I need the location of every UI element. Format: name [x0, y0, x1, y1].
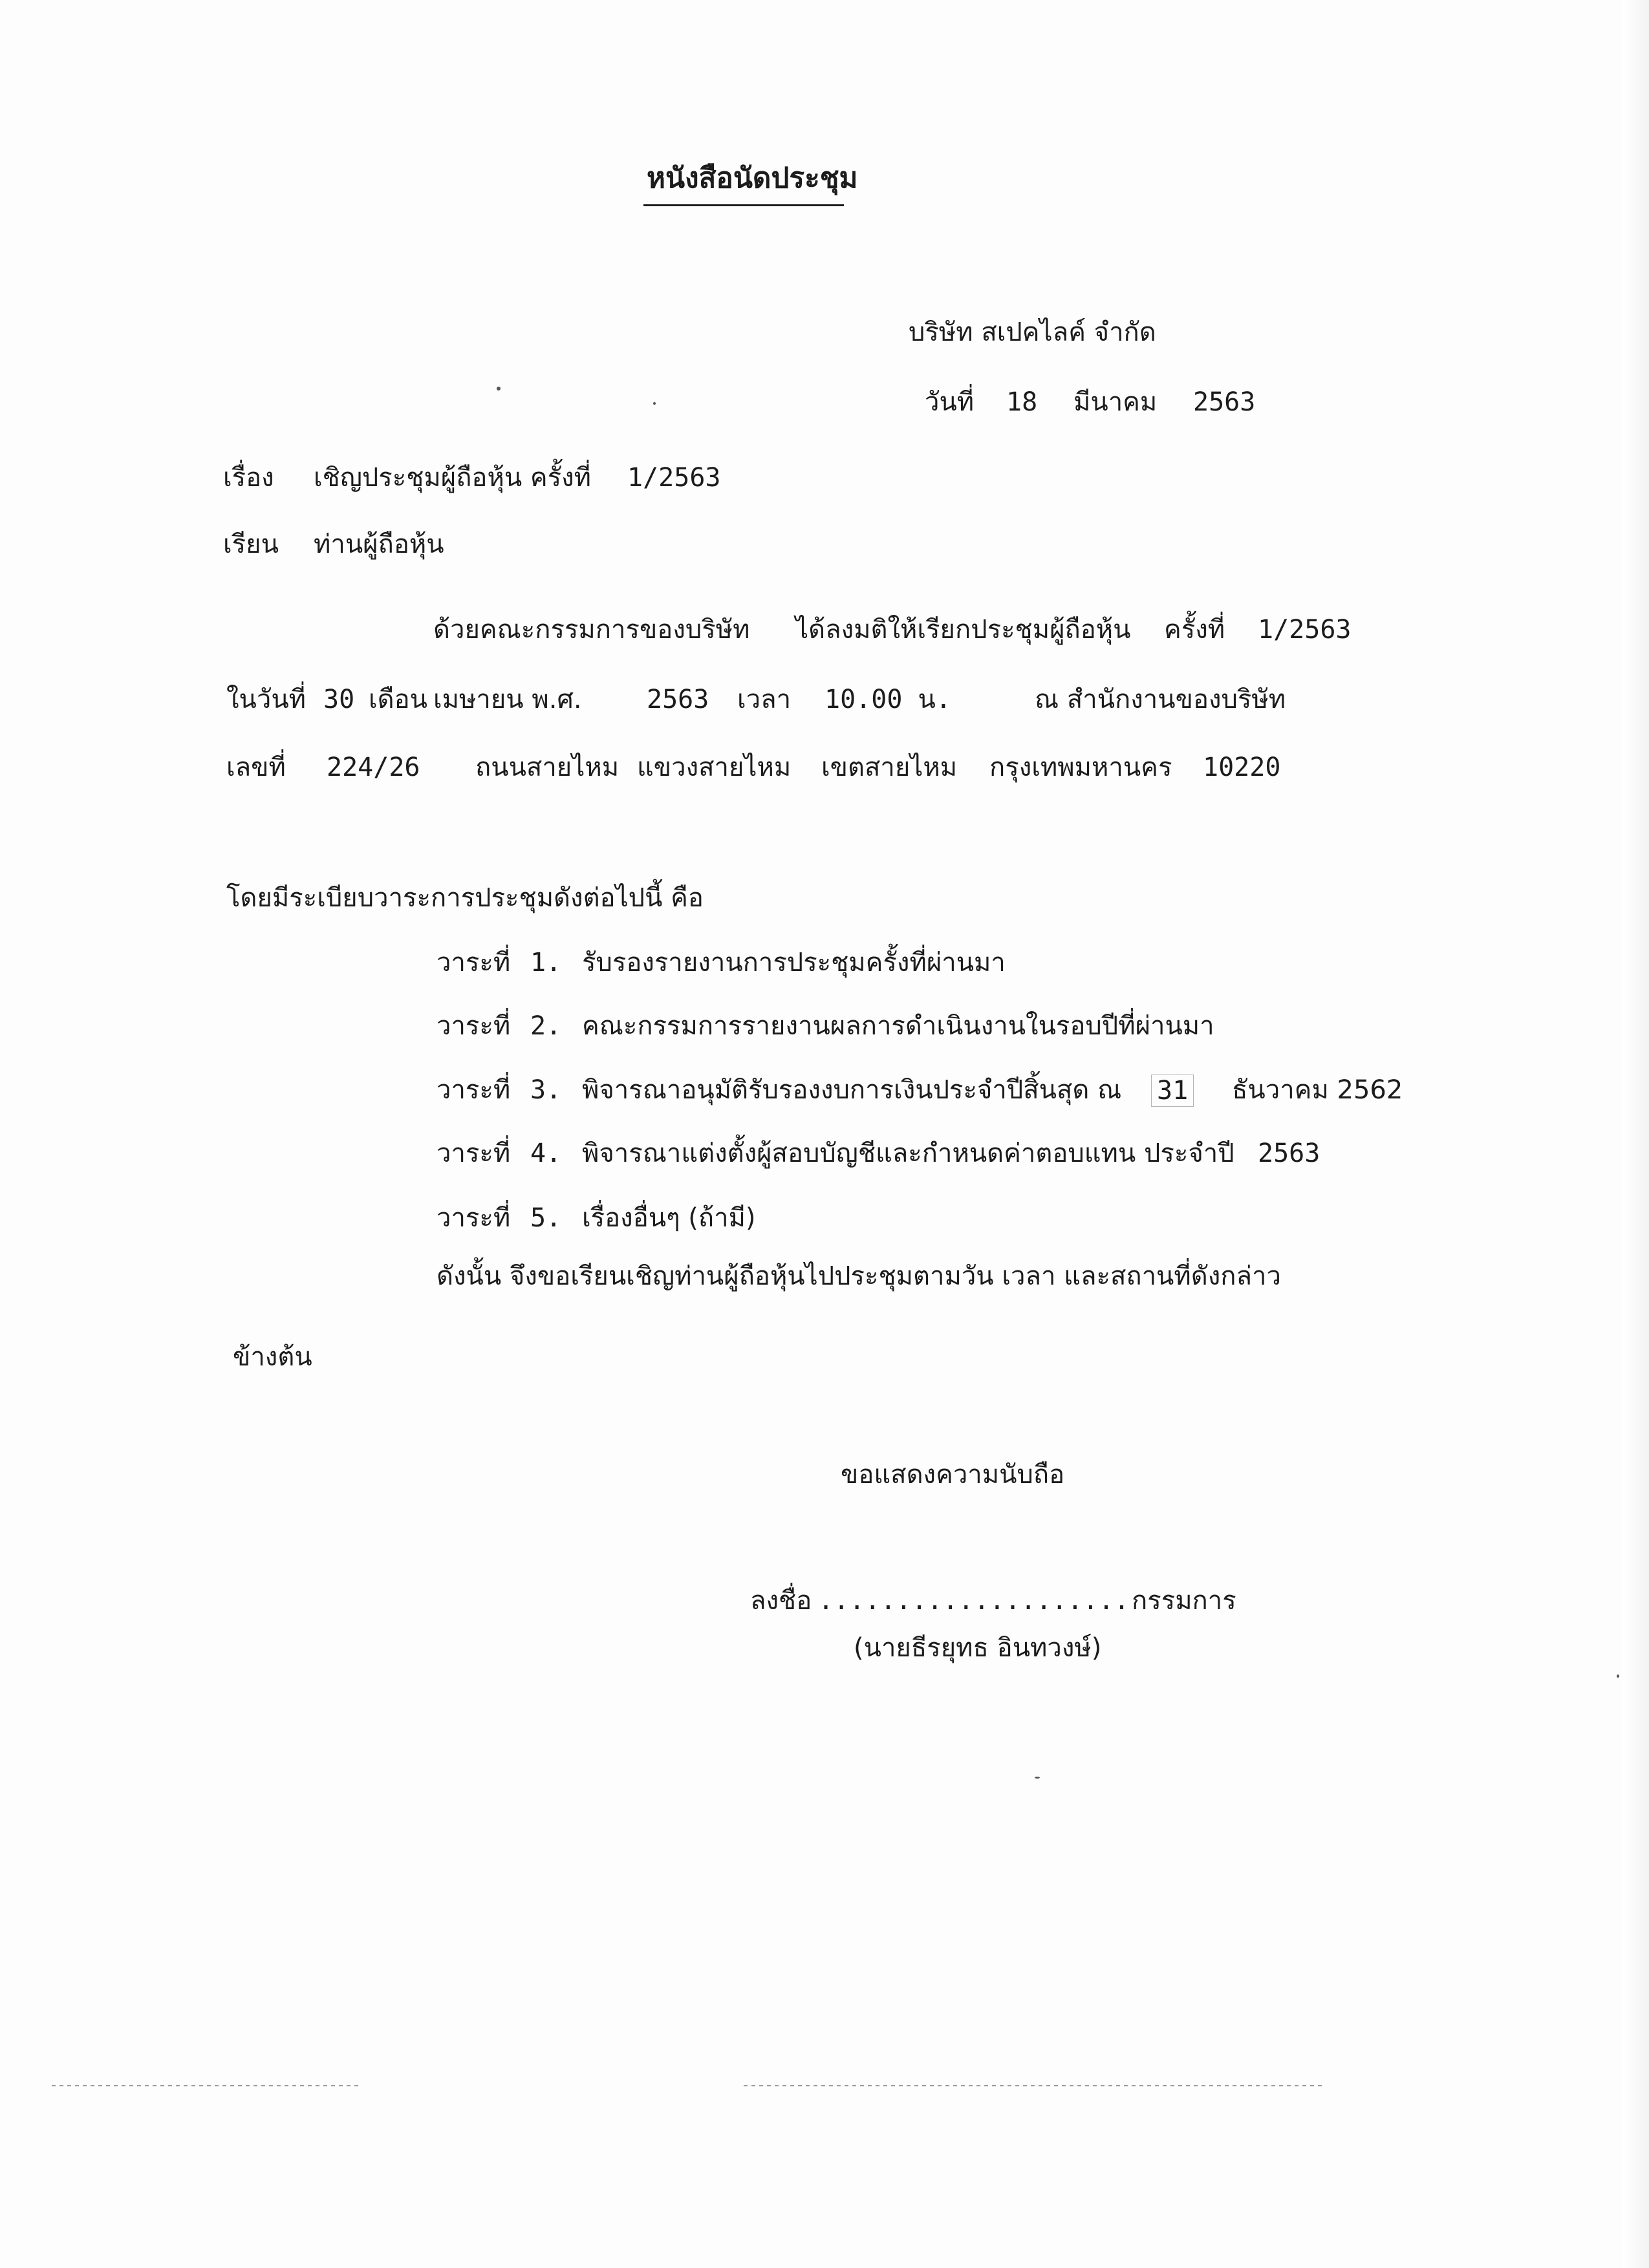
agenda-text: รับรองรายงานการประชุมครั้งที่ผ่านมา [582, 948, 1006, 978]
agenda-label: วาระที่ [436, 1139, 511, 1168]
agenda-item [436, 1011, 1406, 1043]
agenda-item [436, 947, 1406, 979]
date-year: 2563 [1193, 387, 1256, 417]
intro-line-3 [226, 752, 1326, 784]
meeting-time: 10.00 น. [824, 685, 951, 714]
agenda-text: คณะกรรมการรายงานผลการดำเนินงานในรอบปีที่ผ่านมา [582, 1011, 1214, 1041]
date-day: 18 [1006, 387, 1038, 417]
agenda-text: พิจารณาอนุมัติรับรองงบการเงินประจำปีสิ้นสุด ณ [582, 1075, 1122, 1105]
agenda-label: วาระที่ [436, 1011, 511, 1041]
agenda-label: วาระที่ [436, 948, 511, 978]
document-title: หนังสือนัดประชุม [647, 162, 858, 195]
scan-speck [497, 387, 501, 390]
agenda-item [436, 1138, 1406, 1170]
intro-meeting-number: 1/2563 [1258, 615, 1352, 645]
intro-line-2 [226, 684, 1326, 716]
agenda-number: 4. [530, 1139, 562, 1168]
address-road: ถนนสายไหม [475, 753, 620, 782]
subject-line [223, 462, 805, 495]
page-edge-shadow [1623, 0, 1649, 2268]
recipient-text: ท่านผู้ถือหุ้น [314, 530, 444, 559]
title-underline [643, 204, 844, 206]
intro-text: ด้วยคณะกรรมการของบริษัท [433, 615, 750, 645]
closing-line-1: ดังนั้น จึงขอเรียนเชิญท่านผู้ถือหุ้นไปประชุมตามวัน เวลา และสถานที่ดังกล่าว [436, 1261, 1281, 1291]
signature-role: กรรมการ [1132, 1586, 1236, 1616]
agenda-intro: โดยมีระเบียบวาระการประชุมดังต่อไปนี้ คือ [226, 883, 704, 913]
signature-line [750, 1585, 1267, 1618]
date-month: มีนาคม [1073, 387, 1158, 417]
document-date [925, 387, 1287, 419]
auditor-year: 2563 [1258, 1139, 1320, 1168]
agenda-text: พิจารณาแต่งตั้งผู้สอบบัญชีและกำหนดค่าตอบแทน ประจำปี [582, 1139, 1234, 1168]
address-province: กรุงเทพมหานคร [989, 753, 1172, 782]
scan-edge-line [52, 2085, 362, 2086]
address-postcode: 10220 [1203, 753, 1281, 782]
recipient-line [223, 529, 546, 561]
intro-text: ครั้งที่ [1164, 615, 1225, 645]
scan-speck [1617, 1674, 1619, 1678]
address-subdistrict: แขวงสายไหม [637, 753, 792, 782]
agenda-number: 5. [530, 1203, 562, 1233]
meeting-month: เมษายน พ.ศ. [433, 685, 582, 714]
scan-speck [1035, 1777, 1040, 1779]
agenda-label: วาระที่ [436, 1203, 511, 1233]
meeting-day: 30 [323, 685, 355, 714]
signature-label: ลงชื่อ [750, 1586, 812, 1616]
subject-text: เชิญประชุมผู้ถือหุ้น ครั้งที่ [314, 463, 592, 493]
address-number: 224/26 [327, 753, 420, 782]
agenda-item [436, 1203, 1406, 1235]
intro-text: เดือน [369, 685, 428, 714]
subject-label: เรื่อง [223, 463, 274, 493]
recipient-label: เรียน [223, 530, 279, 559]
meeting-venue: ณ สำนักงานของบริษัท [1035, 685, 1286, 714]
agenda-number: 3. [530, 1075, 562, 1105]
scan-edge-line [744, 2085, 1326, 2086]
address-district: เขตสายไหม [821, 753, 958, 782]
meeting-year: 2563 [647, 685, 709, 714]
agenda-label: วาระที่ [436, 1075, 511, 1105]
agenda-item [436, 1075, 1406, 1107]
agenda-number: 1. [530, 948, 562, 978]
intro-text: เวลา [737, 685, 792, 714]
fiscal-end-month-year: ธันวาคม 2562 [1232, 1075, 1403, 1105]
regards: ขอแสดงความนับถือ [841, 1460, 1065, 1490]
agenda-text: เรื่องอื่นๆ (ถ้ามี) [582, 1203, 756, 1233]
scan-speck [653, 402, 656, 405]
date-label: วันที่ [925, 387, 975, 417]
company-name: บริษัท สเปคไลค์ จำกัด [909, 317, 1156, 347]
fiscal-end-day: 31 [1151, 1075, 1194, 1107]
agenda-number: 2. [530, 1011, 562, 1041]
intro-line-1 [433, 614, 1358, 647]
signature-blank: .................... [818, 1586, 1130, 1616]
closing-line-2: ข้างต้น [233, 1342, 312, 1372]
signatory-name: (นายธีรยุทธ อินทวงษ์) [854, 1633, 1102, 1663]
intro-text: ในวันที่ [226, 685, 307, 714]
intro-text: เลขที่ [226, 753, 286, 782]
subject-number: 1/2563 [627, 463, 721, 493]
intro-text: ได้ลงมติให้เรียกประชุมผู้ถือหุ้น [795, 615, 1131, 645]
